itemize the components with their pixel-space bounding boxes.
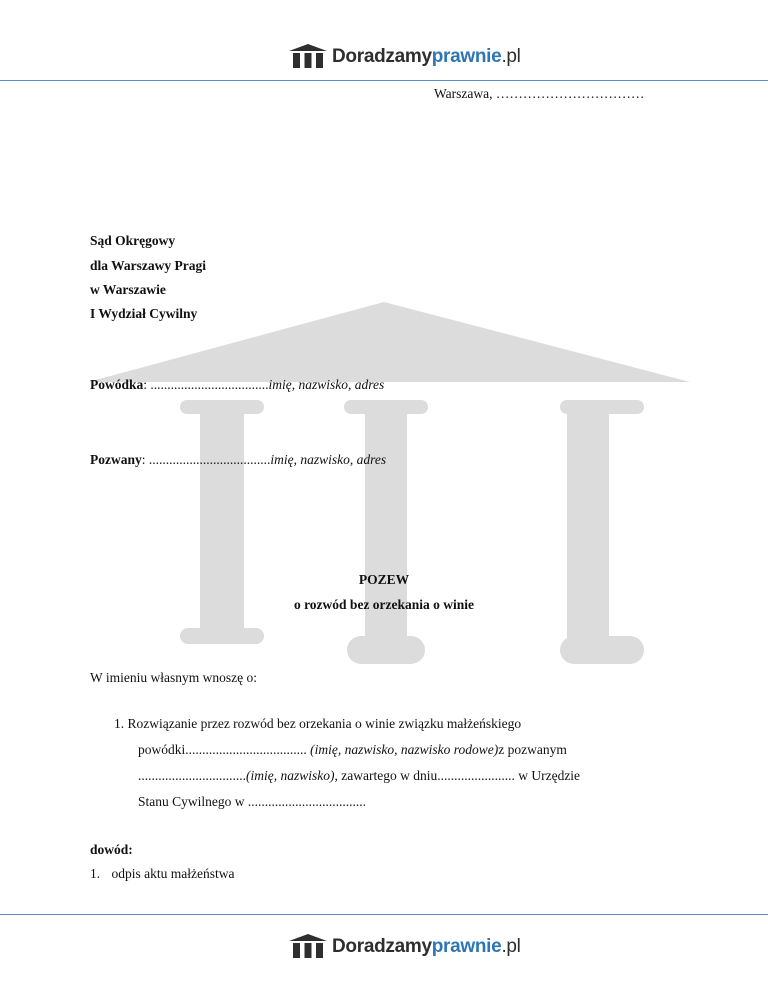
- request-l2-c: z pozwanym: [498, 742, 567, 757]
- evidence-item: [90, 867, 234, 881]
- document-subtitle: o rozwód bez orzekania o winie: [293, 597, 475, 612]
- header-divider: [0, 80, 768, 81]
- request-number: 1.: [114, 716, 125, 731]
- logo-part-doradzamy: Doradzamy: [332, 936, 432, 957]
- request-l2-a: powódki....................................: [138, 742, 307, 757]
- defendant-line: [90, 453, 386, 467]
- logo-part-doradzamy: Doradzamy: [332, 46, 432, 67]
- logo-wordmark: [332, 936, 521, 958]
- evidence-label: dowód:: [90, 842, 133, 857]
- document-title: POZEW: [358, 572, 410, 587]
- request-line-1: [114, 717, 521, 731]
- defendant-dots: : ....................................: [141, 452, 271, 467]
- court-line-4: I Wydział Cywilny: [90, 306, 198, 321]
- header-logo[interactable]: [288, 40, 521, 74]
- court-line-1: Sąd Okręgowy: [90, 233, 176, 248]
- request-l3-b: (imię, nazwisko): [246, 768, 335, 783]
- intro-text: W imieniu własnym wnoszę o:: [90, 670, 257, 685]
- footer-divider: [0, 914, 768, 915]
- request-l3-a: ................................: [138, 768, 246, 783]
- evidence-item-text: odpis aktu małżeństwa: [111, 866, 235, 881]
- request-line-4: Stanu Cywilnego w ...................................: [138, 794, 366, 809]
- place-date: Warszawa, ……………………………: [434, 86, 645, 101]
- request-line-3: [138, 769, 580, 783]
- logo-part-domain: .pl: [501, 46, 521, 67]
- evidence-item-number: 1.: [90, 866, 101, 881]
- request-text-1: Rozwiązanie przez rozwód bez orzekania o winie związku małżeńskiego: [127, 716, 522, 731]
- plaintiff-dots: : ...................................: [143, 377, 269, 392]
- logo-part-prawnie: prawnie: [431, 936, 502, 957]
- plaintiff-line: [90, 378, 384, 392]
- plaintiff-hint: imię, nazwisko, adres: [268, 377, 385, 392]
- columns-logo-icon: [288, 934, 328, 960]
- logo-wordmark: [332, 46, 521, 68]
- request-l3-c: , zawartego w dniu....................... w Urzędzie: [334, 768, 581, 783]
- defendant-label: Pozwany: [90, 452, 142, 467]
- plaintiff-label: Powódka: [90, 377, 144, 392]
- columns-logo-icon: [288, 44, 328, 70]
- defendant-hint: imię, nazwisko, adres: [270, 452, 387, 467]
- logo-part-domain: .pl: [501, 936, 521, 957]
- court-line-3: w Warszawie: [90, 282, 166, 297]
- request-l2-b: (imię, nazwisko, nazwisko rodowe): [306, 742, 499, 757]
- footer-logo[interactable]: [288, 930, 521, 964]
- court-line-2: dla Warszawy Pragi: [90, 258, 206, 273]
- logo-part-prawnie: prawnie: [431, 46, 502, 67]
- request-line-2: [138, 743, 567, 757]
